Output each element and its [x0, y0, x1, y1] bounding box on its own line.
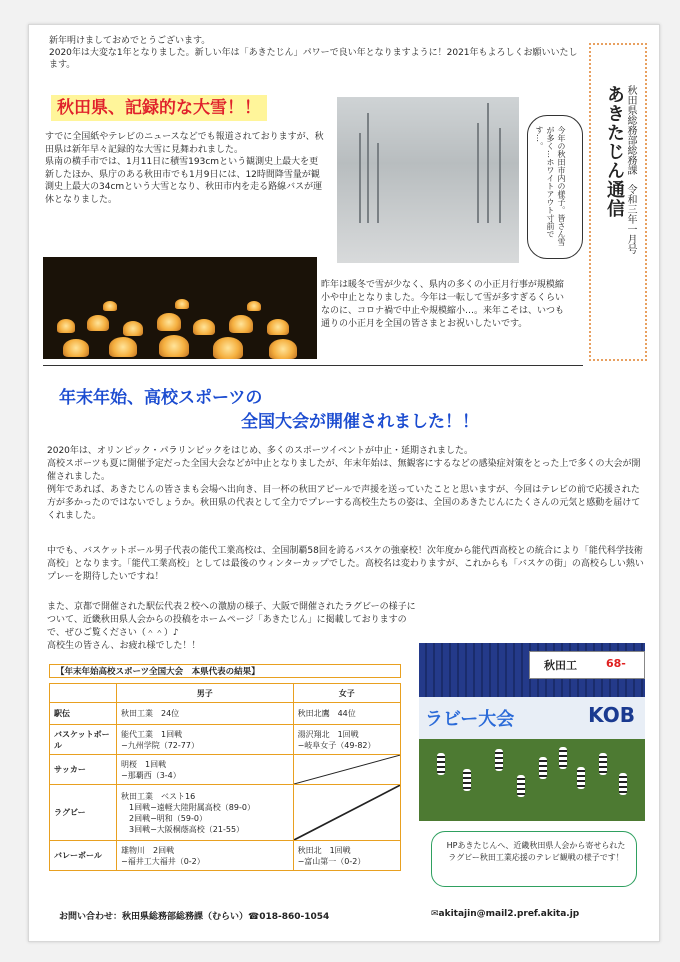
sports-text: 例年であれば、あきたじんの皆さまも会場へ出向き、目一杯の秋田アピールで声援を送っていたことと思いますが、今回はテレビの前で応援された方が多かったのではないでしょうか。秋田県の代表として全力でプレーする高校生たちの姿は、全国のあきたじんにたくさんの元気と感動を届けてくれました。: [47, 485, 641, 521]
greeting-line-2: 2020年は大変な1年となりました。新しい年は「あきたじん」パワーで良い年となりますように！2021年もよろしくお願いいたします。: [49, 48, 578, 70]
sports-text: 中でも、バスケットボール男子代表の能代工業高校は、全国制覇58回を誇るバスケの強豪校！次年度から能代西高校との統合により「能代科学技術高校」となります。「能代工業高校」としては最後のウィンターカップでした。高校名は変わりますが、これからも「バスケの街」の高校らしい熱いプレーを期待したいですね！: [47, 546, 644, 582]
snow-heading: 秋田県、記録的な大雪！！: [51, 95, 267, 121]
greeting: [49, 35, 579, 71]
male-result: 雄物川 2回戦 −福井工大福井（0-2）: [117, 841, 294, 871]
table-row: [50, 755, 401, 785]
sports-paragraph-2: [47, 545, 645, 584]
section-divider: [43, 365, 583, 366]
snow-photo-caption: 今年の秋田市内の様子。皆さん雪が多く…ホワイトアウト寸前です…。: [535, 126, 566, 246]
no-entry-cell: [293, 755, 400, 785]
masthead-org: 秋田県総務部総務課: [625, 85, 636, 175]
snow-paragraph: すでに全国紙やテレビのニュースなどでも報道されておりますが、秋田県は新年早々記録的な大雪に見舞われました。: [45, 132, 324, 155]
sports-paragraph-3: [47, 601, 419, 653]
sports-text: また、京都で開催された駅伝代表２校への激励の様子、大阪で開催されたラグビーの様子について、近畿秋田県人会からの投稿をホームページ「あきたじん」に掲載しておりますので、ぜひご覧ください（＾＾）♪: [47, 602, 416, 638]
snow-lantern-festival-photo: [43, 257, 317, 359]
male-result: 秋田工業 ベスト16 1回戦−遠軽大陸附属高校（89-0） 2回戦−明和（59-0） 3回戦−大阪桐蔭高校（21-55）: [117, 785, 294, 841]
sports-heading-line-1: 年末年始、高校スポーツの: [59, 388, 263, 408]
event-name: バレーボール: [50, 841, 117, 871]
rugby-caption-bubble: [431, 831, 637, 887]
sports-text: 高校生の皆さん、お疲れ様でした！！: [47, 641, 201, 651]
female-result: 秋田北鷹 44位: [293, 703, 400, 725]
score-overlay: [529, 651, 645, 679]
male-result: 能代工業 1回戦 −九州学院（72-77）: [117, 725, 294, 755]
event-name: サッカー: [50, 755, 117, 785]
female-result: 湯沢翔北 1回戦 −岐阜女子（49-82）: [293, 725, 400, 755]
masthead-issue: 令和三年一月号: [625, 184, 636, 255]
no-entry-cell: [293, 785, 400, 841]
banner-text-left: ラビー大会: [425, 709, 515, 730]
snow-photo-caption-bubble: [527, 115, 583, 259]
newsletter-title: あきたじん通信: [604, 85, 625, 218]
masthead-box: [589, 43, 647, 361]
snowy-city-photo: [337, 97, 519, 263]
table-row: [50, 841, 401, 871]
banner-text-right: KOB: [588, 703, 635, 727]
male-result: 秋田工業 24位: [117, 703, 294, 725]
sports-paragraph-1: [47, 445, 645, 523]
male-header: 男子: [117, 684, 294, 703]
table-row: [50, 785, 401, 841]
results-table: [49, 683, 401, 871]
sports-text: 2020年は、オリンピック・パラリンピックをはじめ、多くのスポーツイベントが中止・延期されました。: [47, 446, 474, 456]
rugby-tv-photo: [419, 643, 645, 821]
contact-info: お問い合わせ：秋田県総務部総務課（むらい）☎018-860-1054: [59, 912, 330, 922]
table-row: [50, 684, 401, 703]
score-value: 68-: [606, 657, 626, 670]
snow-body: [45, 131, 325, 206]
female-result: 秋田北 1回戦 −富山第一（0-2）: [293, 841, 400, 871]
female-header: 女子: [293, 684, 400, 703]
sports-text: 高校スポーツも夏に開催予定だった全国大会などが中止となりましたが、年末年始は、無観客にするなどの感染症対策をとった上で多くの大会が開催されました。: [47, 459, 641, 482]
contact-email[interactable]: ✉akitajin@mail2.pref.akita.jp: [431, 909, 580, 919]
event-name: バスケットボール: [50, 725, 117, 755]
masthead-info: [623, 85, 637, 254]
table-row: [50, 725, 401, 755]
score-team: 秋田工: [544, 659, 577, 672]
results-table-title: 【年末年始高校スポーツ全国大会 本県代表の結果】: [49, 664, 401, 678]
greeting-line-1: 新年明けましておめでとうございます。: [49, 36, 211, 46]
snow-paragraph: 県南の横手市では、1月11日に積雪193cmという観測史上最大を更新したほか、県庁のある秋田市でも1月9日には、12時間降雪量が観測史上最大の34cmという大雪となり、秋田市内を走る路線バスが運休となりました。: [45, 157, 323, 205]
newsletter-page: [28, 24, 660, 942]
event-name: ラグビー: [50, 785, 117, 841]
sports-heading-line-2: 全国大会が開催されました！！: [241, 412, 479, 432]
male-result: 明桜 1回戦 −那覇西（3-4）: [117, 755, 294, 785]
table-row: [50, 703, 401, 725]
rugby-caption: HPあきたじんへ、近畿秋田県人会から寄せられたラグビー秋田工業応援のテレビ観戦の様子です！: [446, 841, 626, 862]
event-name: 駅伝: [50, 703, 117, 725]
koshogatsu-text: 昨年は暖冬で雪が少なく、県内の多くの小正月行事が規模縮小や中止となりました。今年は一転して雪が多すぎるくらいなのに、コロナ禍で中止や規模縮小…。来年こそは、いつも通りの小正月を全国の皆さまとお祝いしたいです。: [321, 280, 565, 329]
